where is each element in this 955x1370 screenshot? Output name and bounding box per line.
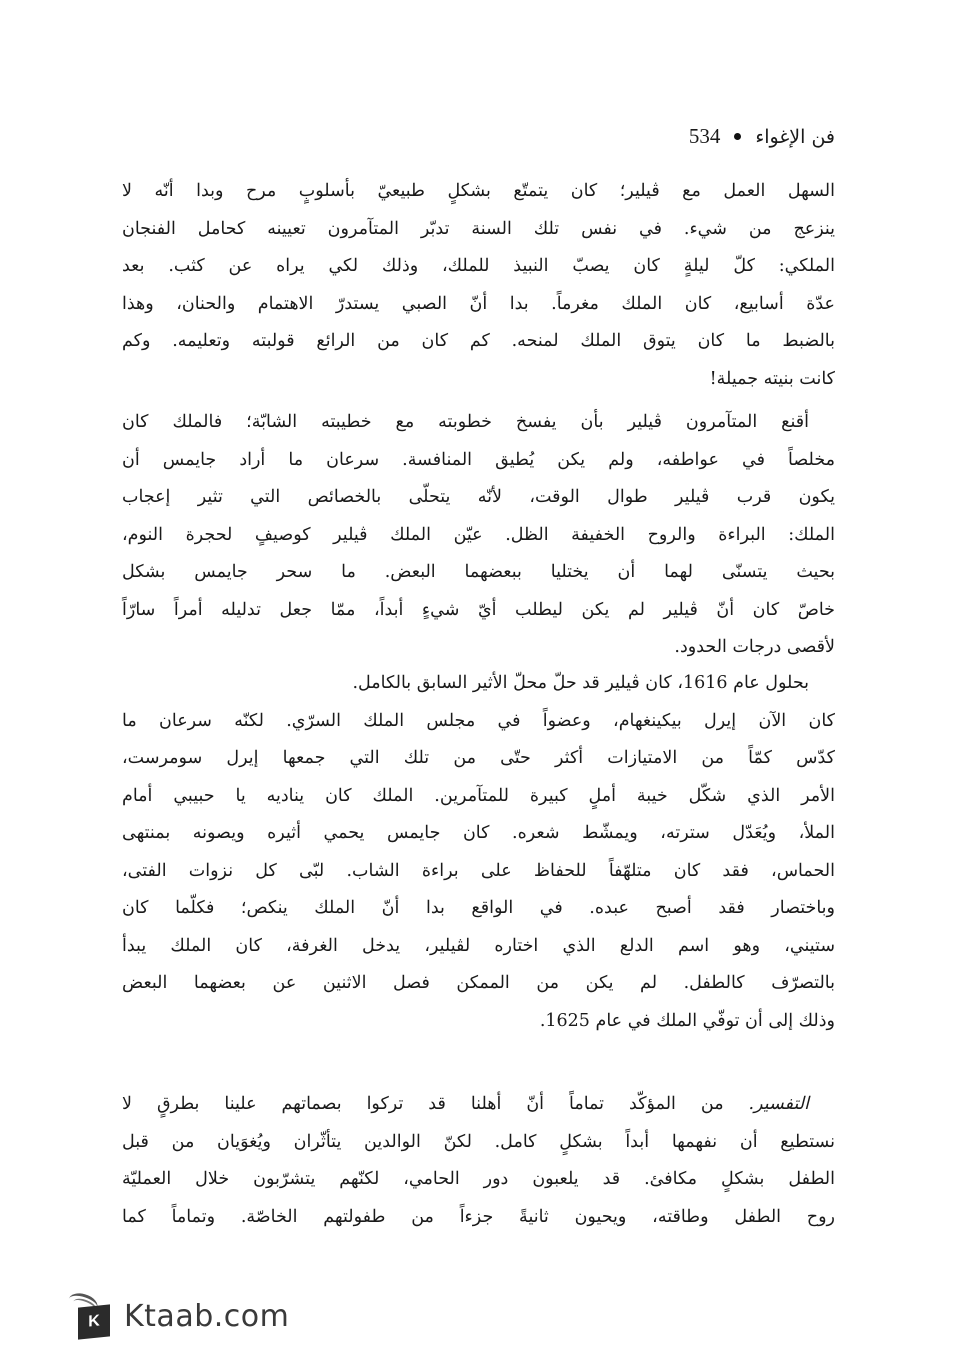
text-line: عدّة أسابيع، كان الملك مغرماً. بدا أنّ الصبي يستدرّ الاهتمام والحنان، وهذا xyxy=(122,293,835,314)
text-line: روح الطفل وطاقته، ويحيون ثانيةً جزءاً من طفولتهم الخاصّة. وتماماً كما xyxy=(122,1206,835,1227)
text-line: الحماس، فقد كان متلهّفاً للحفاظ على براءة الشاب. لبّى كل نزوات الفتى، xyxy=(122,860,835,881)
ktaab-watermark xyxy=(68,1292,289,1340)
site-name: Ktaab.com xyxy=(124,1298,290,1334)
text-line: خاصّ كان أنّ ڤيلير لم يكن ليطلب أيّ شيءٍ أبداً، ممّا جعل تدليله أمراً سارّاً xyxy=(122,599,835,620)
text-line: بحلول عام 1616، كان ڤيلير قد حلّ محلّ الأثير السابق بالكامل. xyxy=(352,673,809,693)
text-line: مخلصاً في عواطفه، ولم يكن يُطيق المنافسة. سرعان ما أراد جايمس أن xyxy=(122,449,835,470)
text-line: الملأ، ويُعَدّل سترته، ويمشّط شعره. كان جايمس يحمي أثيره ويصونه بمنتهى xyxy=(122,823,835,843)
text-line: بحيث يتسنّى لهما أن يختليا ببعضهما البعض. ما سحر جايمس بشكل xyxy=(122,562,835,582)
bullet-separator-icon xyxy=(734,133,741,140)
text-line: الطفل بشكلٍ مكافئ. قد يلعبون دور الحامي، لكنّهم يتشرّبون خلال العمليّة xyxy=(122,1169,835,1189)
book-logo-icon xyxy=(68,1292,114,1340)
text-line xyxy=(122,1086,835,1124)
page-number: 534 xyxy=(688,124,721,148)
text-line: كان الآن إيرل بيكينغهام، وعضواً في مجلس الملك السرّي. لكنّه سرعان ما xyxy=(122,710,835,731)
text-line: بالضبط ما كان يتوق الملك لمنحه. كم كان من الرائع قولبته وتعليمه. وكم xyxy=(122,331,835,351)
logo-letter: K xyxy=(78,1304,110,1339)
text-line: أقنع المتآمرون ڤيلير بأن يفسخ خطوبته مع خطيبته الشابّة؛ فالملك كان xyxy=(122,412,809,432)
text-line: بالتصرّف كالطفل. لم يكن من الممكن فصل الاثنين عن بعضهما البعض xyxy=(122,973,835,993)
text-line: لأقصى درجات الحدود. xyxy=(674,637,835,657)
text-line: كانت بنيته جميلة! xyxy=(709,368,835,389)
text-line-rest: من المؤكّد تماماً أنّ أهلنا قد تركوا بصماتهم علينا بطرقٍ لا xyxy=(122,1094,749,1114)
text-line: وذلك إلى أن توفّي الملك في عام 1625. xyxy=(539,1010,835,1031)
text-line: يكون قرب ڤيلير طوال الوقت، لأنّه يتحلّى بالخصائص التي تثير إعجاب xyxy=(122,487,835,507)
section-term: التفسير. xyxy=(748,1094,809,1114)
paragraph-1 xyxy=(122,173,835,398)
text-line: السهل العمل مع ڤيلير؛ كان يتمتّع بشكلٍ طبيعيّ بأسلوبٍ مرح وبدا أنّه لا xyxy=(122,181,835,201)
running-header xyxy=(689,124,835,149)
paragraph-3 xyxy=(122,665,835,1040)
paragraph-interpretation xyxy=(122,1086,835,1236)
paragraph-2 xyxy=(122,404,835,667)
book-title: فن الإغواء xyxy=(755,125,835,148)
text-line: الملك: البراءة والروح الخفيفة الظل. عيّن الملك ڤيلير كوصيفٍ لحجرة النوم، xyxy=(122,524,835,545)
text-line: ستيني، وهو اسم الدلع الذي اختاره لڤيلير، يدخل الغرفة، كان الملك يبدأ xyxy=(122,935,835,956)
text-line: كدّس كمّاً من الامتيازات أكثر حتّى من تلك التي جمعها إيرل سومرست، xyxy=(122,748,835,768)
text-line: نستطيع أن نفهمها أبداً بشكلٍ كامل. لكنّ الوالدين يتأثّران ويُغوَيان من قبل xyxy=(122,1131,835,1152)
text-line: الأمر الذي شكّل خيبة أملٍ كبيرة للمتآمرين. الملك كان يناديه يا حبيبي أمام xyxy=(122,785,835,806)
text-line: وباختصار فقد أصبح عبده. في الواقع بدا أنّ الملك ينكص؛ فكلّما كان xyxy=(122,898,835,918)
text-line: الملكي: كلّ ليلةٍ كان يصبّ النبيذ للملك، وذلك لكي يراه عن كثب. بعد xyxy=(122,256,835,276)
text-line: ينزعج من شيء. في نفس تلك السنة تدبّر المتآمرون تعيينه كحامل الفنجان xyxy=(122,218,835,239)
